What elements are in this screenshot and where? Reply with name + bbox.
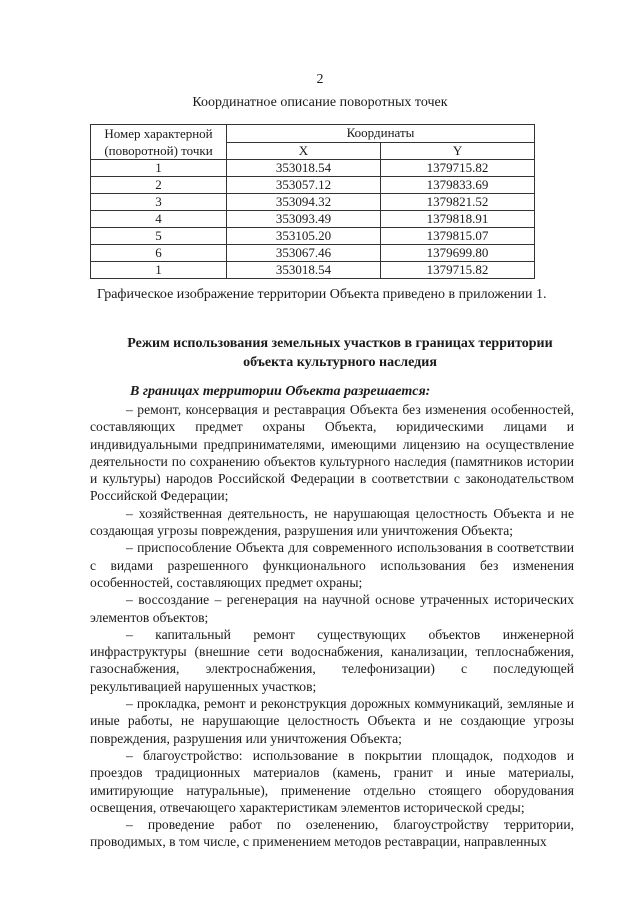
cell-x: 353093.49 xyxy=(227,211,381,228)
cell-y: 1379821.52 xyxy=(381,194,535,211)
section-title xyxy=(90,334,590,372)
cell-point: 4 xyxy=(91,211,227,228)
cell-point: 1 xyxy=(91,160,227,177)
cell-y: 1379833.69 xyxy=(381,177,535,194)
paragraph-infrastructure: – капитальный ремонт существующих объектов инженерной инфраструктуры (внешние сети водоснабжения, канализации, теплоснабжения, газоснабжения, электроснабжения, телефонизации) с последующей рекультивацией нарушенных участков; xyxy=(90,626,574,694)
cell-y: 1379715.82 xyxy=(381,160,535,177)
cell-point: 1 xyxy=(91,262,227,279)
table-row xyxy=(91,245,535,262)
cell-x: 353018.54 xyxy=(227,160,381,177)
table-row xyxy=(91,160,535,177)
cell-y: 1379715.82 xyxy=(381,262,535,279)
table-row xyxy=(91,228,535,245)
header-point-line2: (поворотной) точки xyxy=(104,143,213,158)
section-title-line1: Режим использования земельных участков в границах территории xyxy=(127,336,553,351)
paragraph-roads: – прокладка, ремонт и реконструкция дорожных коммуникаций, земляные и иные работы, не нарушающие целостность Объекта и не создающие угрозы повреждения, разрушения или уничтожения Объекта; xyxy=(90,696,574,746)
cell-y: 1379815.07 xyxy=(381,228,535,245)
cell-point: 5 xyxy=(91,228,227,245)
paragraph-economic-activity: – хозяйственная деятельность, не нарушающая целостность Объекта и не создающая угрозы повреждения, разрушения или уничтожения Объекта; xyxy=(90,505,574,539)
cell-x: 353067.46 xyxy=(227,245,381,262)
header-y: Y xyxy=(381,142,535,160)
header-x: X xyxy=(227,142,381,160)
paragraph-recreation: – воссоздание – регенерация на научной основе утраченных исторических элементов объектов; xyxy=(90,592,574,625)
cell-x: 353057.12 xyxy=(227,177,381,194)
cell-x: 353018.54 xyxy=(227,262,381,279)
page-number: 2 xyxy=(316,72,324,87)
cell-y: 1379699.80 xyxy=(381,245,535,262)
table-row xyxy=(91,211,535,228)
cell-point: 6 xyxy=(91,245,227,262)
body-text xyxy=(90,401,574,851)
header-coordinates: Координаты xyxy=(227,125,535,143)
cell-x: 353105.20 xyxy=(227,228,381,245)
paragraph-landscaping: – благоустройство: использование в покрытии площадок, подходов и проездов традиционных материалов (камень, гранит и иные материалы, имитирующие натуральные), применение отдельно стоящего оборудования освещения, отвечающего характеристикам элементов исторической среды; xyxy=(90,747,574,815)
paragraph-repair: – ремонт, консервация и реставрация Объекта без изменения особенностей, составляющих предмет охраны Объекта, юридическими лицами и индивидуальными предпринимателями, имеющими лицензию на осуществление деятельности по сохранению объектов культурного наследия (памятников истории и культуры) народов Российской Федерации в соответствии с законодательством Российской Федерации; xyxy=(90,402,574,504)
table-row xyxy=(91,177,535,194)
cell-y: 1379818.91 xyxy=(381,211,535,228)
appendix-note: Графическое изображение территории Объекта приведено в приложении 1. xyxy=(97,287,547,302)
coordinates-table xyxy=(90,124,535,279)
allowed-heading: В границах территории Объекта разрешается: xyxy=(130,384,431,399)
header-point-number xyxy=(91,125,227,160)
paragraph-adaptation: – приспособление Объекта для современного использования в соответствии с видами разрешенного функционального использования без изменения особенностей, составляющих предмет охраны; xyxy=(90,540,574,590)
coordinates-title: Координатное описание поворотных точек xyxy=(192,95,448,110)
table-row xyxy=(91,194,535,211)
cell-x: 353094.32 xyxy=(227,194,381,211)
cell-point: 2 xyxy=(91,177,227,194)
cell-point: 3 xyxy=(91,194,227,211)
section-title-line2: объекта культурного наследия xyxy=(243,355,437,370)
table-row xyxy=(91,262,535,279)
table-header-row xyxy=(91,125,535,143)
paragraph-greening: – проведение работ по озеленению, благоустройству территории, проводимых, в том числе, с применением методов реставрации, направленных xyxy=(90,817,574,850)
header-point-line1: Номер характерной xyxy=(104,126,213,141)
